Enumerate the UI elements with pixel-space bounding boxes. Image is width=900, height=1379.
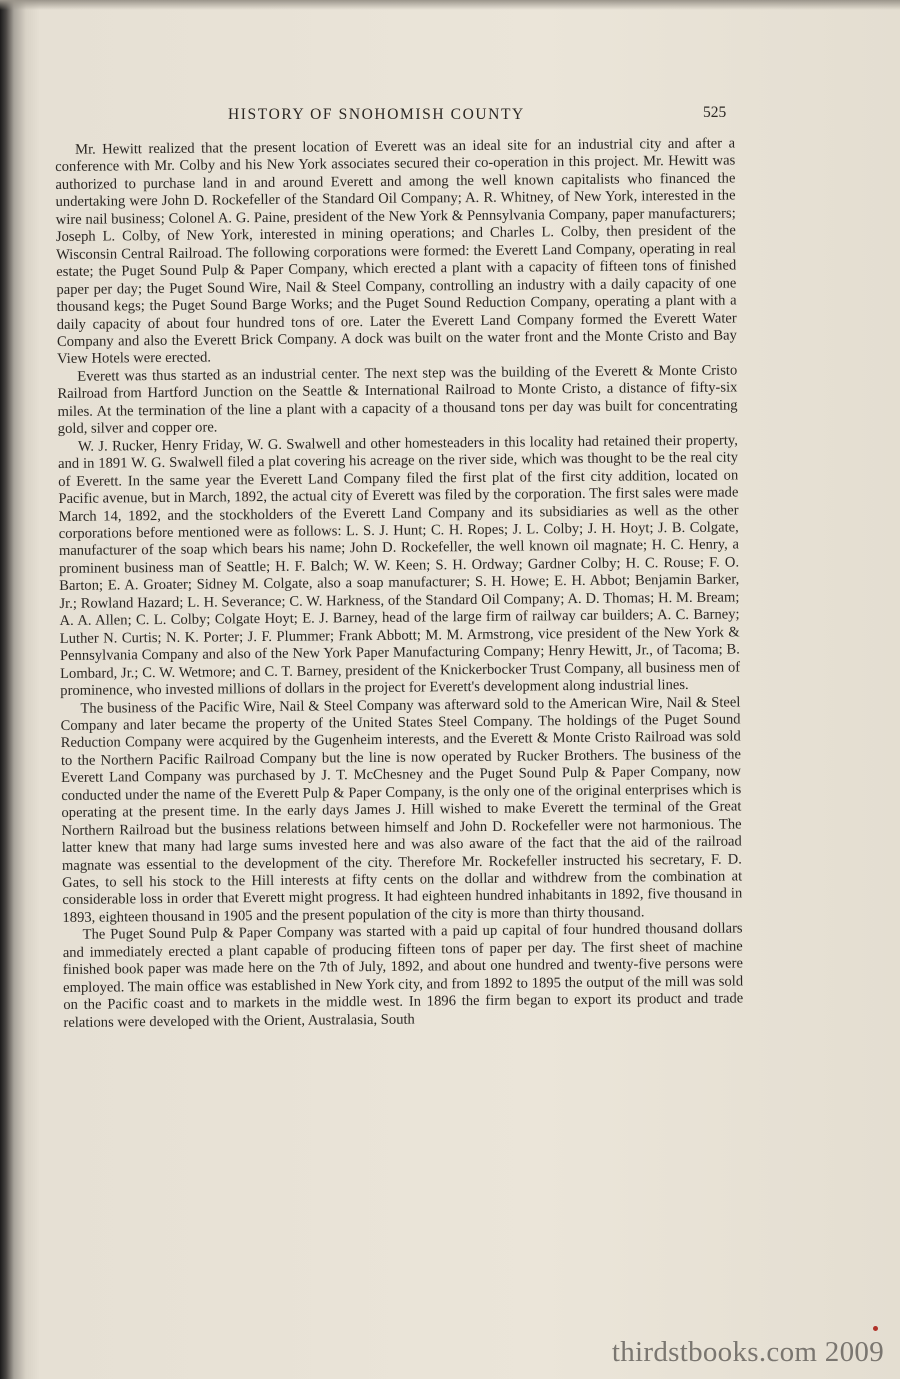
paragraph-2: Everett was thus started as an industrial center. The next step was the building of the Everett & Monte Cristo Railroad from Hartford Junction on the Seattle & International Railroad to Monte Cristo, a distance of fifty-six miles. At the termination of the line a plant with a capacity of a thousand tons per day was built for concentrating gold, silver and copper ore. — [57, 362, 738, 438]
running-title: HISTORY OF SNOHOMISH COUNTY — [228, 106, 525, 123]
page-number: 525 — [703, 104, 727, 121]
paragraph-1: Mr. Hewitt realized that the present location of Everett was an ideal site for an industrial city and after a conference with Mr. Colby and his New York associates secured their co-operation in this project. Mr. Hewitt was authorized to purchase land in and around Everett and among the well known capitalists who financed the undertaking were John D. Rockefeller of the Standard Oil Company; A. R. Whitney, of New York, interested in the wire nail business; Colonel A. G. Paine, president of the New York & Pennsylvania Company, paper manufacturers; Joseph L. Colby, of New York, interested in mining operations; and Charles L. Colby, then president of the Wisconsin Central Railroad. The following corporations were formed: the Everett Land Company, operating in real estate; the Puget Sound Pulp & Paper Company, which erected a plant with a capacity of fifteen tons of finished paper per day; the Puget Sound Wire, Nail & Steel Company, controlling an industry with a daily capacity of one thousand kegs; the Puget Sound Barge Works; and the Puget Sound Reduction Company, operating a plant with a daily capacity of about four hundred tons of ore. Later the Everett Land Company formed the Everett Water Company and also the Everett Brick Company. A dock was built on the water front and the Monte Cristo and Bay View Hotels were erected. — [55, 135, 737, 368]
body-text — [55, 135, 744, 1032]
page-top-edge — [0, 0, 900, 10]
ink-dot — [873, 1326, 878, 1331]
paragraph-3: W. J. Rucker, Henry Friday, W. G. Swalwell and other homesteaders in this locality had retained their property, and in 1891 W. G. Swalwell filed a plat covering his acreage on the river side, which was thought to be the real city of Everett. In the same year the Everett Land Company filed the first plat of the first city addition, located on Pacific avenue, but in March, 1892, the actual city of Everett was filed by the corporation. The first sales were made March 14, 1892, and the stockholders of the Everett Land Company and its subsidiaries as well as the other corporations before mentioned were as follows: L. S. J. Hunt; C. H. Ropes; J. L. Colby; J. H. Hoyt; J. B. Colgate, manufacturer of the soap which bears his name; John D. Rockefeller, the well known oil magnate; H. C. Henry, a prominent business man of Seattle; H. F. Balch; W. W. Keen; S. H. Ordway; Gardner Colby; H. C. Rouse; F. O. Barton; E. A. Groater; Sidney M. Colgate, also a soap manufacturer; S. H. Howe; E. H. Abbot; Benjamin Barker, Jr.; Rowland Hazard; L. H. Severance; C. W. Harkness, of the Standard Oil Company; A. D. Thomas; H. M. Bream; A. A. Allen; C. L. Colby; Colgate Hoyt; E. J. Barney, head of the large firm of railway car builders; A. C. Barney; Luther N. Curtis; N. K. Porter; J. F. Plummer; Frank Abbott; M. M. Armstrong, vice president of the New York & Pennsylvania Company and also of the New York Paper Manufacturing Company; Henry Hewitt, Jr., of Tacoma; B. Lombard, Jr.; C. W. Wetmore; and C. T. Barney, president of the Knickerbocker Trust Company, all business men of prominence, who invested millions of dollars in the project for Everett's development along industrial lines. — [58, 432, 741, 700]
paragraph-4: The business of the Pacific Wire, Nail & Steel Company was afterward sold to the American Wire, Nail & Steel Company and later became the property of the United States Steel Company. The holdings of the Puget Sound Reduction Company were acquired by the Gugenheim interests, and the Everett & Monte Cristo Railroad was sold to the Northern Pacific Railroad Company but the line is now operated by Rucker Brothers. The business of the Everett Land Company was purchased by J. T. McChesney and the Puget Sound Pulp & Paper Company, now conducted under the name of the Everett Pulp & Paper Company, is the only one of the original enterprises which is operating at the present time. In the early days James J. Hill wished to make Everett the terminal of the Great Northern Railroad but the business relations between himself and John D. Rockefeller were not harmonious. The latter knew that many had large sums invested here and was also aware of the fact that the aid of the railroad magnate was essential to the development of the city. Therefore Mr. Rockefeller instructed his secretary, F. D. Gates, to sell his stock to the Hill interests at fifty cents on the dollar and withdrew from the combination at considerable loss in order that Everett might progress. It had eighteen hundred inhabitants in 1892, five thousand in 1893, eighteen thousand in 1905 and the present population of the city is more than thirty thousand. — [60, 693, 743, 926]
page-header — [0, 104, 900, 134]
paragraph-5: The Puget Sound Pulp & Paper Company was started with a paid up capital of four hundred thousand dollars and immediately erected a plant capable of producing fifteen tons of paper per day. The first sheet of machine finished book paper was made here on the 7th of July, 1892, and about one hundred and twenty-five persons were employed. The main office was established in New York city, and from 1892 to 1895 the output of the mill was sold on the Pacific coast and to markets in the middle west. In 1896 the firm began to export its product and trade relations were developed with the Orient, Australasia, South — [62, 920, 744, 1031]
watermark: thirdstbooks.com 2009 — [611, 1336, 884, 1368]
